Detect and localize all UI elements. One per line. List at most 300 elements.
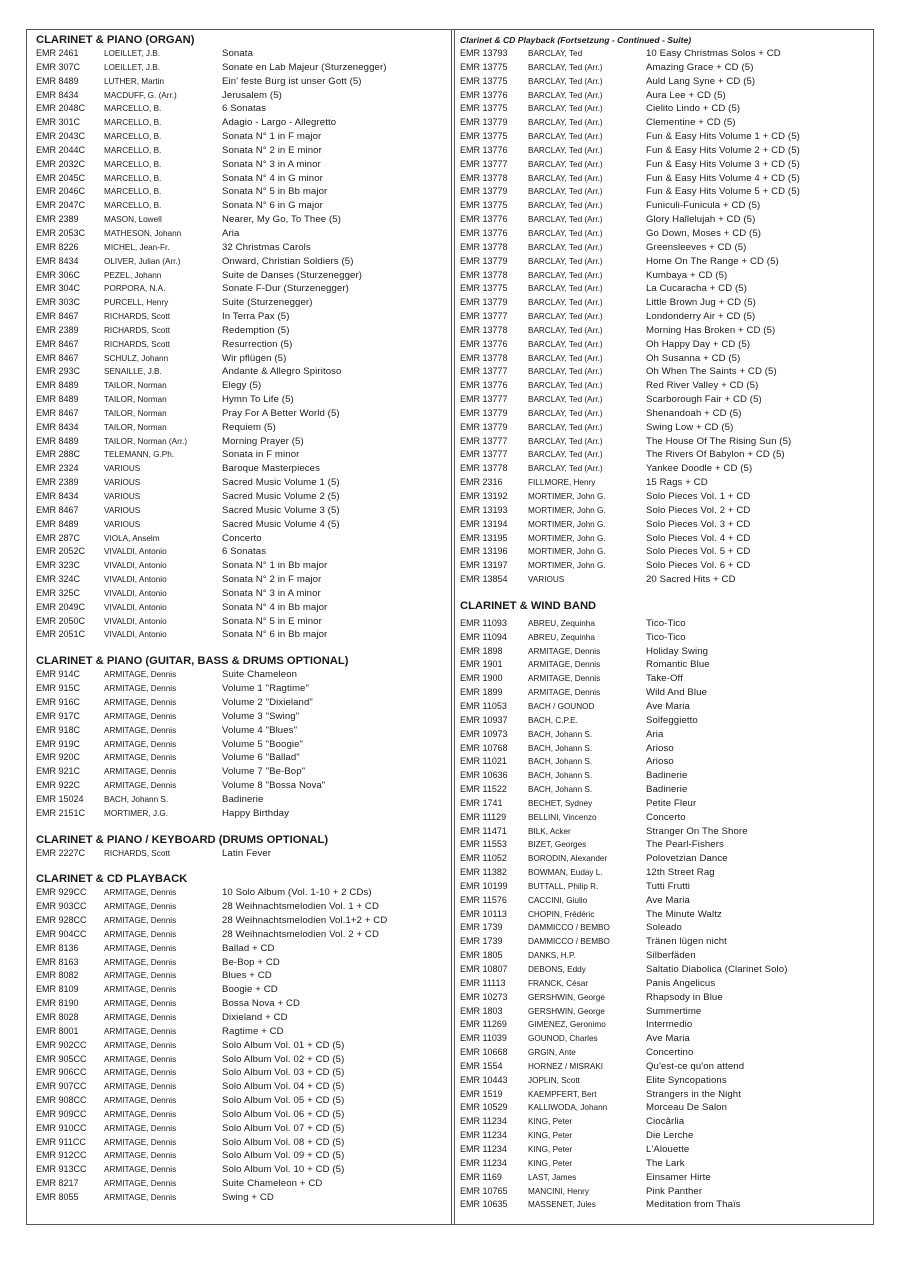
work-title: Solo Album Vol. 04 + CD (5) [222, 1081, 345, 1093]
work-title: Solo Album Vol. 10 + CD (5) [222, 1164, 345, 1176]
catalog-number: EMR 288C [36, 449, 81, 460]
composer-name: ARMITAGE, Dennis [104, 985, 177, 995]
composer-name: MANCINI, Henry [528, 1186, 589, 1196]
catalog-row [36, 116, 446, 130]
composer-name: ARMITAGE, Dennis [104, 725, 177, 735]
work-title: Volume 7 "Be-Bop" [222, 766, 306, 778]
composer-name: BILK, Acker [528, 826, 571, 836]
composer-name: BIZET, Georges [528, 840, 587, 850]
composer-name: BELLINI, Vincenzo [528, 812, 597, 822]
work-title: Aria [222, 227, 240, 239]
composer-name: TAILOR, Norman [104, 395, 167, 405]
work-title: Sacred Music Volume 1 (5) [222, 477, 340, 489]
composer-name: ARMITAGE, Dennis [104, 1082, 177, 1092]
work-title: Sacred Music Volume 3 (5) [222, 504, 340, 516]
work-title: The Rivers Of Babylon + CD (5) [646, 449, 785, 461]
catalog-number: EMR 11052 [460, 853, 507, 864]
catalog-row [36, 969, 446, 983]
catalog-number: EMR 13777 [460, 366, 508, 377]
work-title: Greensleeves + CD (5) [646, 241, 747, 253]
catalog-number: EMR 323C [36, 560, 81, 571]
work-title: Solo Album Vol. 02 + CD (5) [222, 1053, 345, 1065]
work-title: Red River Valley + CD (5) [646, 380, 759, 392]
composer-name: MORTIMER, John G. [528, 533, 606, 543]
work-title: Sonata in F minor [222, 449, 300, 461]
catalog-number: EMR 8109 [36, 984, 79, 995]
work-title: 10 Solo Album (Vol. 1-10 + 2 CDs) [222, 887, 372, 899]
catalog-row [460, 379, 870, 393]
catalog-row [460, 728, 870, 742]
work-title: Sonata N° 2 in E minor [222, 144, 322, 156]
catalog-row [36, 997, 446, 1011]
catalog-row [36, 89, 446, 103]
catalog-number: EMR 11093 [460, 617, 507, 628]
catalog-row [460, 573, 870, 587]
catalog-number: EMR 13777 [460, 158, 508, 169]
catalog-number: EMR 1899 [460, 687, 503, 698]
catalog-row [36, 914, 446, 928]
work-title: Oh Happy Day + CD (5) [646, 338, 751, 350]
catalog-number: EMR 13778 [460, 241, 508, 252]
catalog-number: EMR 13854 [460, 574, 508, 585]
catalog-row [460, 130, 870, 144]
catalog-row [460, 991, 870, 1005]
work-title: Sonata [222, 48, 254, 59]
catalog-number: EMR 8467 [36, 338, 79, 349]
catalog-number: EMR 2389 [36, 324, 79, 335]
work-title: Volume 6 "Ballad" [222, 752, 300, 764]
catalog-number: EMR 324C [36, 574, 81, 585]
catalog-row [460, 783, 870, 797]
catalog-row [36, 628, 446, 642]
catalog-number: EMR 13194 [460, 518, 508, 529]
work-title: Volume 8 "Bossa Nova" [222, 780, 326, 792]
catalog-row [36, 282, 446, 296]
work-title: Rhapsody in Blue [646, 991, 723, 1003]
catalog-number: EMR 13778 [460, 463, 508, 474]
catalog-number: EMR 13775 [460, 75, 508, 86]
work-title: Jerusalem (5) [222, 89, 282, 101]
composer-name: ARMITAGE, Dennis [104, 1040, 177, 1050]
composer-name: ARMITAGE, Dennis [104, 781, 177, 791]
work-title: Solfeggietto [646, 714, 698, 726]
catalog-row [460, 1129, 870, 1143]
composer-name: VARIOUS [104, 519, 141, 529]
catalog-number: EMR 10937 [460, 714, 508, 725]
work-title: 28 Weihnachtsmelodien Vol. 1 + CD [222, 901, 379, 913]
work-title: Oh Susanna + CD (5) [646, 352, 741, 364]
work-title: 20 Sacred Hits + CD [646, 574, 736, 586]
work-title: Suite (Sturzenegger) [222, 297, 313, 309]
work-title: Adagio - Largo - Allegretto [222, 117, 337, 129]
work-title: The Lark [646, 1157, 685, 1169]
work-title: 15 Rags + CD [646, 477, 708, 489]
catalog-row [460, 617, 870, 631]
catalog-number: EMR 306C [36, 269, 81, 280]
composer-name: TAILOR, Norman (Arr.) [104, 436, 188, 446]
catalog-number: EMR 11234 [460, 1116, 507, 1127]
catalog-row [36, 601, 446, 615]
catalog-row [36, 241, 446, 255]
composer-name: ARMITAGE, Dennis [104, 697, 177, 707]
work-title: Sonata N° 3 in A minor [222, 587, 321, 599]
composer-name: BARCLAY, Ted (Arr.) [528, 325, 603, 335]
work-title: 12th Street Rag [646, 867, 715, 879]
composer-name: BARCLAY, Ted (Arr.) [528, 353, 603, 363]
composer-name: BARCLAY, Ted (Arr.) [528, 228, 603, 238]
composer-name: FILLMORE, Henry [528, 478, 596, 488]
composer-name: KING, Peter [528, 1117, 573, 1127]
catalog-row [36, 47, 446, 61]
catalog-number: EMR 13776 [460, 144, 508, 155]
catalog-number: EMR 921C [36, 766, 81, 777]
catalog-number: EMR 325C [36, 587, 81, 598]
catalog-number: EMR 11113 [460, 977, 506, 988]
composer-name: MARCELLO, B. [104, 118, 162, 128]
composer-name: ABREU, Zequinha [528, 632, 595, 642]
catalog-row [36, 724, 446, 738]
catalog-number: EMR 13776 [460, 380, 508, 391]
catalog-number: EMR 8163 [36, 956, 79, 967]
catalog-number: EMR 907CC [36, 1081, 87, 1092]
catalog-number: EMR 11553 [460, 839, 507, 850]
composer-name: ARMITAGE, Dennis [104, 1068, 177, 1078]
work-title: Solo Pieces Vol. 5 + CD [646, 546, 751, 558]
catalog-row [460, 545, 870, 559]
composer-name: PURCELL, Henry [104, 298, 169, 308]
catalog-row [460, 1143, 870, 1157]
work-title: Wild And Blue [646, 687, 708, 699]
catalog-row [36, 379, 446, 393]
composer-name: BACH, Johann S. [528, 743, 593, 753]
composer-name: ARMITAGE, Dennis [104, 1013, 177, 1022]
catalog-row [36, 765, 446, 779]
catalog-number: EMR 13778 [460, 269, 508, 280]
work-title: Amazing Grace + CD (5) [646, 61, 754, 73]
work-title: Elegy (5) [222, 380, 262, 392]
catalog-row [460, 825, 870, 839]
work-title: Swing Low + CD (5) [646, 421, 734, 433]
work-title: Romantic Blue [646, 659, 710, 671]
catalog-row [36, 1011, 446, 1025]
work-title: Solo Pieces Vol. 4 + CD [646, 532, 751, 544]
catalog-number: EMR 919C [36, 738, 81, 749]
catalog-number: EMR 13776 [460, 227, 508, 238]
composer-name: ARMITAGE, Dennis [104, 1192, 177, 1202]
catalog-row [460, 811, 870, 825]
composer-name: ARMITAGE, Dennis [104, 929, 177, 939]
catalog-row [36, 956, 446, 970]
catalog-number: EMR 2049C [36, 601, 86, 612]
catalog-row [460, 365, 870, 379]
work-title: Suite Chameleon + CD [222, 1178, 323, 1190]
catalog-row [36, 435, 446, 449]
composer-name: MARCELLO, B. [104, 201, 162, 211]
catalog-number: EMR 13779 [460, 297, 508, 308]
catalog-number: EMR 8001 [36, 1025, 79, 1036]
work-title: Stranger On The Shore [646, 825, 748, 837]
catalog-row [36, 476, 446, 490]
catalog-number: EMR 1169 [460, 1171, 502, 1182]
catalog-row [460, 352, 870, 366]
catalog-number: EMR 8467 [36, 352, 79, 363]
composer-name: ARMITAGE, Dennis [104, 1054, 177, 1064]
composer-name: GIMENEZ, Geronimo [528, 1020, 606, 1030]
catalog-number: EMR 8190 [36, 998, 79, 1009]
composer-name: TAILOR, Norman [104, 408, 167, 418]
composer-name: BARCLAY, Ted (Arr.) [528, 215, 603, 225]
work-title: Solo Album Vol. 03 + CD (5) [222, 1067, 345, 1079]
catalog-row [460, 1088, 870, 1102]
catalog-row [460, 324, 870, 338]
composer-name: BARCLAY, Ted (Arr.) [528, 76, 603, 86]
catalog-number: EMR 13192 [460, 491, 508, 501]
catalog-number: EMR 2053C [36, 227, 86, 238]
catalog-row [36, 1163, 446, 1177]
composer-name: MATHESON, Johann [104, 228, 182, 238]
catalog-number: EMR 1554 [460, 1060, 503, 1071]
catalog-number: EMR 8489 [36, 75, 79, 86]
catalog-row [460, 172, 870, 186]
work-title: Nearer, My Go, To Thee (5) [222, 214, 342, 226]
composer-name: BACH / GOUNOD [528, 701, 595, 711]
section-list [460, 617, 870, 1212]
composer-name: MORTIMER, John G. [528, 519, 606, 529]
composer-name: BACH, Johann S. [104, 794, 169, 804]
section-title: CLARINET & PIANO / KEYBOARD (DRUMS OPTIONAL) [36, 833, 329, 846]
composer-name: ARMITAGE, Dennis [104, 1026, 177, 1036]
catalog-row [36, 393, 446, 407]
catalog-row [36, 532, 446, 546]
composer-name: OLIVER, Julian (Arr.) [104, 256, 181, 266]
composer-name: HORNEZ / MISRAKI [528, 1061, 604, 1071]
catalog-row [36, 1039, 446, 1053]
catalog-number: EMR 8136 [36, 942, 79, 953]
work-title: Sonate F-Dur (Sturzenegger) [222, 283, 349, 295]
catalog-row [36, 352, 446, 366]
composer-name: VIVALDI, Antonio [104, 547, 167, 557]
work-title: Latin Fever [222, 847, 272, 859]
catalog-row [36, 1066, 446, 1080]
catalog-row [460, 977, 870, 991]
catalog-number: EMR 2045C [36, 172, 86, 183]
catalog-number: EMR 307C [36, 61, 81, 72]
work-title: Summertime [646, 1005, 702, 1017]
composer-name: VARIOUS [104, 492, 141, 501]
work-title: Sonata N° 6 in G major [222, 200, 323, 212]
composer-name: FRANCK, César [528, 978, 589, 988]
catalog-row [36, 682, 446, 696]
composer-name: RICHARDS, Scott [104, 325, 170, 335]
catalog-row [460, 1074, 870, 1088]
work-title: 28 Weihnachtsmelodien Vol.1+2 + CD [222, 915, 388, 927]
catalog-number: EMR 2044C [36, 144, 86, 155]
catalog-row [36, 144, 446, 158]
catalog-number: EMR 2461 [36, 48, 79, 58]
composer-name: ABREU, Zequinha [528, 618, 595, 628]
section-title: Clarinet & CD Playback (Fortsetzung - Continued - Suite) [460, 35, 692, 45]
work-title: In Terra Pax (5) [222, 311, 290, 323]
catalog-row [460, 61, 870, 75]
catalog-number: EMR 2324 [36, 463, 79, 474]
catalog-number: EMR 903CC [36, 901, 87, 912]
catalog-number: EMR 8489 [36, 435, 79, 446]
composer-name: BARCLAY, Ted (Arr.) [528, 284, 603, 294]
catalog-row [36, 158, 446, 172]
catalog-number: EMR 909CC [36, 1108, 87, 1119]
catalog-row [36, 338, 446, 352]
composer-name: BACH, Johann S. [528, 785, 593, 795]
composer-name: DANKS, H.P. [528, 951, 576, 961]
catalog-row [36, 324, 446, 338]
catalog-number: EMR 905CC [36, 1053, 87, 1064]
catalog-row [460, 144, 870, 158]
catalog-number: EMR 902CC [36, 1039, 87, 1050]
catalog-row [36, 942, 446, 956]
catalog-number: EMR 8028 [36, 1012, 79, 1022]
composer-name: MARCELLO, B. [104, 187, 162, 197]
composer-name: GOUNOD, Charles [528, 1034, 598, 1044]
composer-name: ARMITAGE, Dennis [104, 1137, 177, 1147]
work-title: Ballad + CD [222, 942, 275, 954]
catalog-number: EMR 11522 [460, 784, 507, 795]
catalog-row [460, 742, 870, 756]
catalog-number: EMR 912CC [36, 1150, 87, 1161]
catalog-number: EMR 922C [36, 780, 81, 791]
work-title: Take-Off [646, 673, 683, 685]
catalog-row [36, 296, 446, 310]
composer-name: BARCLAY, Ted (Arr.) [528, 173, 603, 183]
catalog-number: EMR 303C [36, 297, 81, 308]
section-title: CLARINET & WIND BAND [460, 599, 597, 612]
work-title: Go Down, Moses + CD (5) [646, 227, 762, 239]
catalog-number: EMR 13775 [460, 200, 508, 211]
composer-name: VIOLA, Anselm [104, 533, 160, 543]
catalog-number: EMR 10635 [460, 1199, 508, 1210]
composer-name: BARCLAY, Ted (Arr.) [528, 256, 603, 266]
work-title: Ein' feste Burg ist unser Gott (5) [222, 75, 362, 87]
catalog-number: EMR 10973 [460, 728, 508, 739]
work-title: Swing + CD [222, 1191, 274, 1203]
catalog-number: EMR 13775 [460, 283, 508, 294]
catalog-number: EMR 13775 [460, 61, 508, 72]
catalog-row [460, 269, 870, 283]
catalog-row [36, 751, 446, 765]
catalog-number: EMR 8434 [36, 89, 79, 100]
composer-name: ARMITAGE, Dennis [104, 767, 177, 777]
work-title: Concerto [646, 811, 686, 823]
work-title: Auld Lang Syne + CD (5) [646, 75, 756, 87]
composer-name: ARMITAGE, Dennis [528, 688, 601, 698]
composer-name: VARIOUS [104, 464, 141, 474]
work-title: Sonata N° 1 in F major [222, 131, 322, 143]
composer-name: VARIOUS [104, 478, 141, 488]
composer-name: LUTHER, Martin [104, 76, 165, 86]
work-title: Polovetzian Dance [646, 853, 728, 865]
catalog-row [460, 407, 870, 421]
catalog-row [36, 900, 446, 914]
catalog-row [460, 866, 870, 880]
catalog-row [460, 700, 870, 714]
composer-name: LOEILLET, J.B. [104, 62, 160, 72]
composer-name: BARCLAY, Ted (Arr.) [528, 62, 603, 72]
work-title: Fun & Easy Hits Volume 1 + CD (5) [646, 131, 800, 143]
catalog-row [36, 573, 446, 587]
catalog-number: EMR 8434 [36, 491, 79, 501]
catalog-number: EMR 1741 [460, 797, 503, 808]
composer-name: DAMMICCO / BEMBO [528, 923, 610, 933]
composer-name: MARCELLO, B. [104, 132, 162, 142]
catalog-number: EMR 287C [36, 532, 81, 543]
work-title: Volume 5 "Boogie" [222, 738, 304, 750]
catalog-row [36, 847, 446, 861]
work-title: Requiem (5) [222, 421, 276, 433]
catalog-row [36, 1053, 446, 1067]
catalog-row [460, 1060, 870, 1074]
work-title: Pray For A Better World (5) [222, 407, 340, 419]
catalog-number: EMR 10273 [460, 991, 508, 1002]
catalog-row [460, 672, 870, 686]
catalog-number: EMR 908CC [36, 1095, 87, 1106]
catalog-row [460, 532, 870, 546]
composer-name: ARMITAGE, Dennis [104, 1096, 177, 1106]
catalog-number: EMR 13777 [460, 435, 508, 446]
work-title: Morceau De Salon [646, 1102, 728, 1114]
catalog-row [460, 921, 870, 935]
catalog-row [36, 710, 446, 724]
composer-name: BARCLAY, Ted (Arr.) [528, 242, 603, 252]
catalog-row [36, 1025, 446, 1039]
catalog-row [460, 1198, 870, 1212]
work-title: Volume 2 "Dixieland" [222, 696, 313, 708]
work-title: Badinerie [646, 784, 688, 796]
catalog-row [36, 185, 446, 199]
composer-name: BARCLAY, Ted (Arr.) [528, 201, 603, 211]
catalog-row [460, 1101, 870, 1115]
work-title: Suite de Danses (Sturzenegger) [222, 269, 363, 281]
catalog-number: EMR 910CC [36, 1122, 87, 1133]
catalog-number: EMR 13779 [460, 421, 508, 432]
composer-name: DEBONS, Eddy [528, 965, 586, 974]
composer-name: VARIOUS [104, 505, 141, 515]
catalog-row [36, 518, 446, 532]
work-title: Sonata N° 5 in Bb major [222, 186, 328, 198]
catalog-row [36, 807, 446, 821]
work-title: Sonata N° 1 in Bb major [222, 560, 328, 572]
work-title: Holiday Swing [646, 645, 709, 657]
catalog-number: EMR 8082 [36, 970, 79, 981]
catalog-row [36, 1191, 446, 1205]
composer-name: VIVALDI, Antonio [104, 602, 167, 612]
composer-name: BARCLAY, Ted (Arr.) [528, 118, 603, 128]
composer-name: ARMITAGE, Dennis [104, 1123, 177, 1133]
work-title: Baroque Masterpieces [222, 463, 320, 475]
section-title: CLARINET & CD PLAYBACK [36, 873, 188, 886]
catalog-number: EMR 13777 [460, 449, 508, 460]
catalog-number: EMR 1898 [460, 645, 503, 656]
catalog-row [36, 462, 446, 476]
catalog-row [460, 213, 870, 227]
catalog-number: EMR 2043C [36, 131, 86, 142]
catalog-row [460, 393, 870, 407]
work-title: 6 Sonatas [222, 546, 267, 558]
work-title: Yankee Doodle + CD (5) [646, 463, 753, 475]
catalog-number: EMR 911CC [36, 1136, 86, 1147]
composer-name: GRGIN, Ante [528, 1048, 576, 1058]
catalog-row [36, 545, 446, 559]
composer-name: RICHARDS, Scott [104, 848, 170, 858]
catalog-number: EMR 2389 [36, 214, 79, 225]
